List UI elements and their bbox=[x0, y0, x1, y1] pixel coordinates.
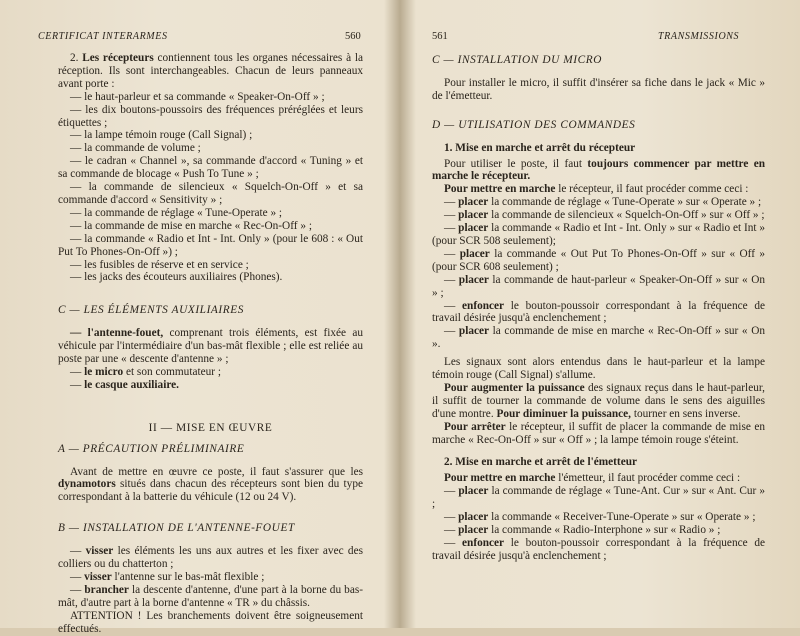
list-item: — la lampe témoin rouge (Call Signal) ; bbox=[70, 129, 253, 142]
section-heading: C — INSTALLATION DU MICRO bbox=[432, 54, 603, 66]
list-item: — le haut-parleur et sa commande « Speaker-On-Off » ; bbox=[70, 90, 325, 103]
list-item: — le micro et son commutateur ; bbox=[70, 365, 222, 378]
list-item: — les jacks des écouteurs auxiliaires (Phones). bbox=[70, 271, 283, 284]
list-item: — placer la commande « Out Put To Phones-On-Off » sur « Off » (pour SCR 608 seulement) ; bbox=[432, 247, 765, 273]
list-item: — placer la commande de mise en marche « Rec-On-Off » sur « On ». bbox=[432, 325, 766, 351]
list-item: — placer la commande « Receiver-Tune-Operate » sur « Operate » ; bbox=[444, 511, 756, 524]
list-item: — les dix boutons-poussoirs des fréquences préréglées et leurs étiquettes ; bbox=[58, 103, 363, 129]
page-number-left: 560 bbox=[345, 31, 361, 42]
list-item: — brancher la descente d'antenne, d'une part à la borne du bas-mât, d'autre part à la borne d'antenne « TR » du châssis. bbox=[58, 583, 364, 609]
running-header-left: CERTIFICAT INTERARMES bbox=[38, 31, 168, 42]
list-item: — visser l'antenne sur le bas-mât flexible ; bbox=[70, 571, 265, 583]
part-heading: II — MISE EN ŒUVRE bbox=[148, 421, 273, 434]
list-item: — visser les éléments les uns aux autres et les fixer avec des colliers ou du chatterton ; bbox=[58, 545, 363, 571]
right-page-body bbox=[432, 54, 765, 563]
micro-paragraph: Pour installer le micro, il suffit d'insérer sa fiche dans le jack « Mic » de l'émetteur. bbox=[432, 76, 765, 102]
list-item: — le casque auxiliaire. bbox=[70, 378, 179, 391]
section-heading: D — UTILISATION DES COMMANDES bbox=[432, 118, 636, 131]
list-item: — la commande de réglage « Tune-Operate » ; bbox=[70, 206, 283, 219]
list-item: — la commande « Radio et Int - Int. Only » (pour le 608 : « Out Put To Phones-On-Off ») ; bbox=[58, 232, 363, 258]
right-page bbox=[400, 0, 800, 628]
subsection-heading: 1. Mise en marche et arrêt du récepteur bbox=[444, 141, 636, 154]
instruction-paragraph: Pour mettre en marche le récepteur, il faut procéder comme ceci : bbox=[444, 183, 749, 196]
list-item: — enfoncer le bouton-poussoir correspondant à la fréquence de travail désirée jusqu'à enclenchement ; bbox=[432, 299, 765, 325]
list-item: — placer la commande « Radio et Int - Int. Only » sur « Radio et Int » (pour SCR 508 seulement); bbox=[432, 222, 766, 247]
list-item: — placer la commande de réglage « Tune-Ant. Cur » sur « Ant. Cur » ; bbox=[432, 485, 765, 511]
list-item: — la commande de mise en marche « Rec-On-Off » ; bbox=[70, 219, 312, 232]
volume-paragraph: Pour augmenter la puissance des signaux reçus dans le haut-parleur, il suffit de tourner la commande de volume dans le sens des aiguilles d'une montre. Pour diminuer la puissance, tourner en sens inverse. bbox=[432, 381, 765, 420]
left-page bbox=[0, 0, 400, 635]
instruction-paragraph: Pour mettre en marche l'émetteur, il faut procéder comme ceci : bbox=[444, 472, 741, 485]
list-item: — enfoncer le bouton-poussoir correspondant à la fréquence de travail désirée jusqu'à enclenchement ; bbox=[432, 536, 765, 562]
list-item: — les fusibles de réserve et en service ; bbox=[70, 258, 249, 271]
list-item: — placer la commande « Radio-Interphone » sur « Radio » ; bbox=[444, 524, 721, 536]
list-item: — placer la commande de haut-parleur « Speaker-On-Off » sur « On » ; bbox=[432, 273, 765, 299]
list-item: — la commande de silencieux « Squelch-On-Off » et sa commande d'accord « Sensitivity » ; bbox=[58, 181, 363, 206]
page-number-right: 561 bbox=[432, 31, 448, 42]
left-page-body bbox=[58, 52, 363, 636]
list-item: — le cadran « Channel », sa commande d'accord « Tuning » et sa commande de blocage « Push To Tune » ; bbox=[58, 155, 363, 181]
intro-paragraph: Pour utiliser le poste, il faut toujours commencer par mettre en marche le récepteur. bbox=[432, 157, 766, 183]
running-header-right: TRANSMISSIONS bbox=[658, 31, 740, 42]
attention-paragraph: ATTENTION ! Les branchements doivent être soigneusement effectués. bbox=[58, 609, 363, 635]
arret-paragraph: Pour arrêter le récepteur, il suffit de placer la commande de mise en marche « Rec-On-Off » sur « Off » ; la lampe témoin rouge s'éteint. bbox=[432, 420, 765, 446]
recepteurs-paragraph: 2. Les récepteurs contiennent tous les organes nécessaires à la réception. Ils sont interchangeables. Chacun de leurs panneaux avant porte : bbox=[58, 52, 364, 90]
list-item: — placer la commande de silencieux « Squelch-On-Off » sur « Off » ; bbox=[444, 209, 765, 222]
subsection-heading: 2. Mise en marche et arrêt de l'émetteur bbox=[444, 456, 638, 469]
list-item: — la commande de volume ; bbox=[70, 142, 201, 155]
section-heading: B — INSTALLATION DE L'ANTENNE-FOUET bbox=[58, 522, 295, 535]
list-item: — placer la commande de réglage « Tune-Operate » sur « Operate » ; bbox=[444, 196, 762, 209]
precaution-paragraph: Avant de mettre en œuvre ce poste, il faut s'assurer que les dynamotors situés dans chacun des récepteurs sont bien du type correspondant à la batterie du véhicule (12 ou 24 V). bbox=[58, 465, 363, 504]
section-heading: A — PRÉCAUTION PRÉLIMINAIRE bbox=[58, 442, 245, 455]
signaux-paragraph: Les signaux sont alors entendus dans le haut-parleur et la lampe témoin rouge (Call Signal) s'allume. bbox=[432, 356, 765, 382]
section-heading: C — LES ÉLÉMENTS AUXILIAIRES bbox=[58, 304, 245, 317]
antenne-paragraph: — l'antenne-fouet, comprenant trois éléments, est fixée au véhicule par l'intermédiaire d'un bas-mât flexible ; elle est reliée au poste par une « descente d'antenne » ; bbox=[58, 327, 363, 366]
